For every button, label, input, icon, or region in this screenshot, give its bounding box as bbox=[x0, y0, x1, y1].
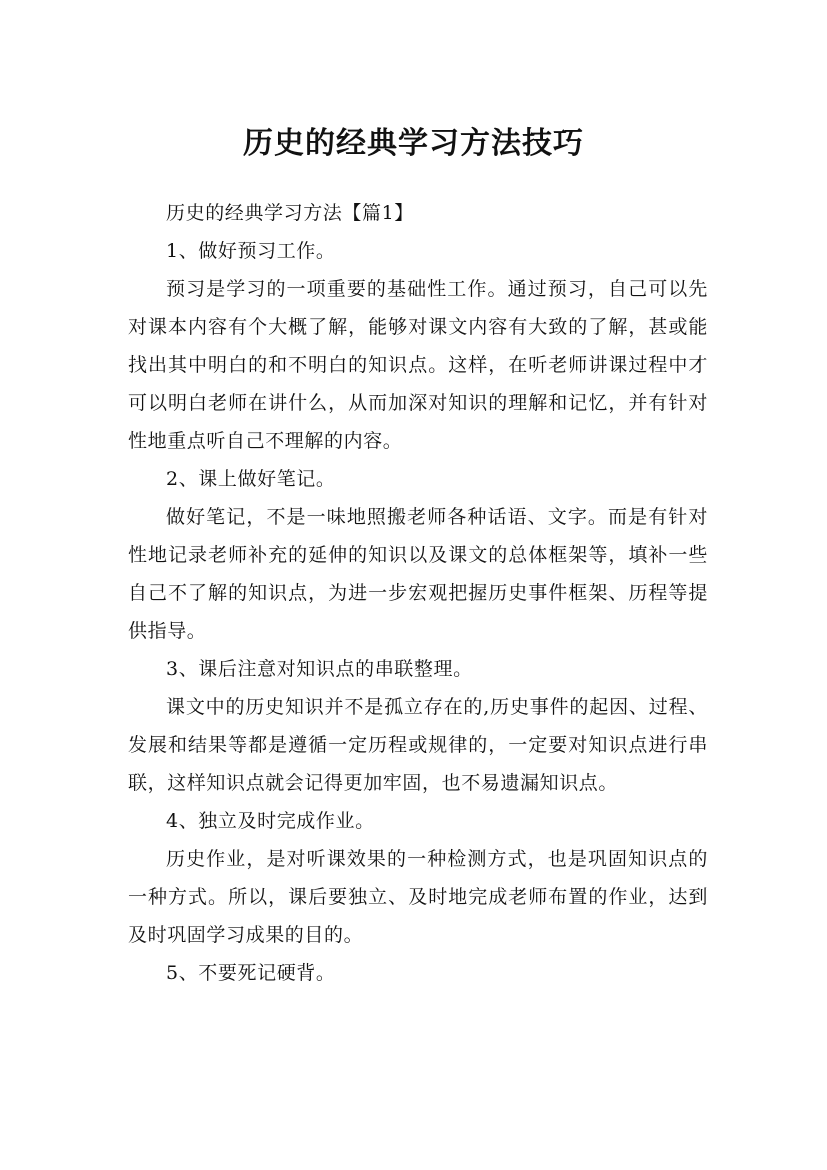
item-heading-5: 5、不要死记硬背。 bbox=[166, 962, 336, 984]
document-body bbox=[128, 194, 708, 992]
paragraph-3: 课文中的历史知识并不是孤立存在的,历史事件的起因、过程、发展和结果等都是遵循一定历程或规律的，一定要对知识点进行串联，这样知识点就会记得更加牢固，也不易遗漏知识点。 bbox=[128, 696, 708, 794]
paragraph-1: 预习是学习的一项重要的基础性工作。通过预习，自己可以先对课本内容有个大概了解，能够对课文内容有大致的了解，甚或能找出其中明白的和不明白的知识点。这样，在听老师讲课过程中才可以明白老师在讲什么，从而加深对知识的理解和记忆，并有针对性地重点听自己不理解的内容。 bbox=[128, 278, 708, 452]
item-heading-3: 3、课后注意对知识点的串联整理。 bbox=[166, 658, 473, 680]
section-heading: 历史的经典学习方法【篇1】 bbox=[166, 202, 414, 224]
item-heading-4: 4、独立及时完成作业。 bbox=[166, 810, 375, 832]
item-heading-2: 2、课上做好笔记。 bbox=[166, 468, 336, 490]
paragraph-2: 做好笔记，不是一味地照搬老师各种话语、文字。而是有针对性地记录老师补充的延伸的知识以及课文的总体框架等，填补一些自己不了解的知识点，为进一步宏观把握历史事件框架、历程等提供指导。 bbox=[128, 506, 708, 642]
item-heading-1: 1、做好预习工作。 bbox=[166, 240, 336, 262]
paragraph-4: 历史作业，是对听课效果的一种检测方式，也是巩固知识点的一种方式。所以，课后要独立、及时地完成老师布置的作业，达到及时巩固学习成果的目的。 bbox=[128, 848, 708, 946]
document-title: 历史的经典学习方法技巧 bbox=[243, 126, 584, 162]
